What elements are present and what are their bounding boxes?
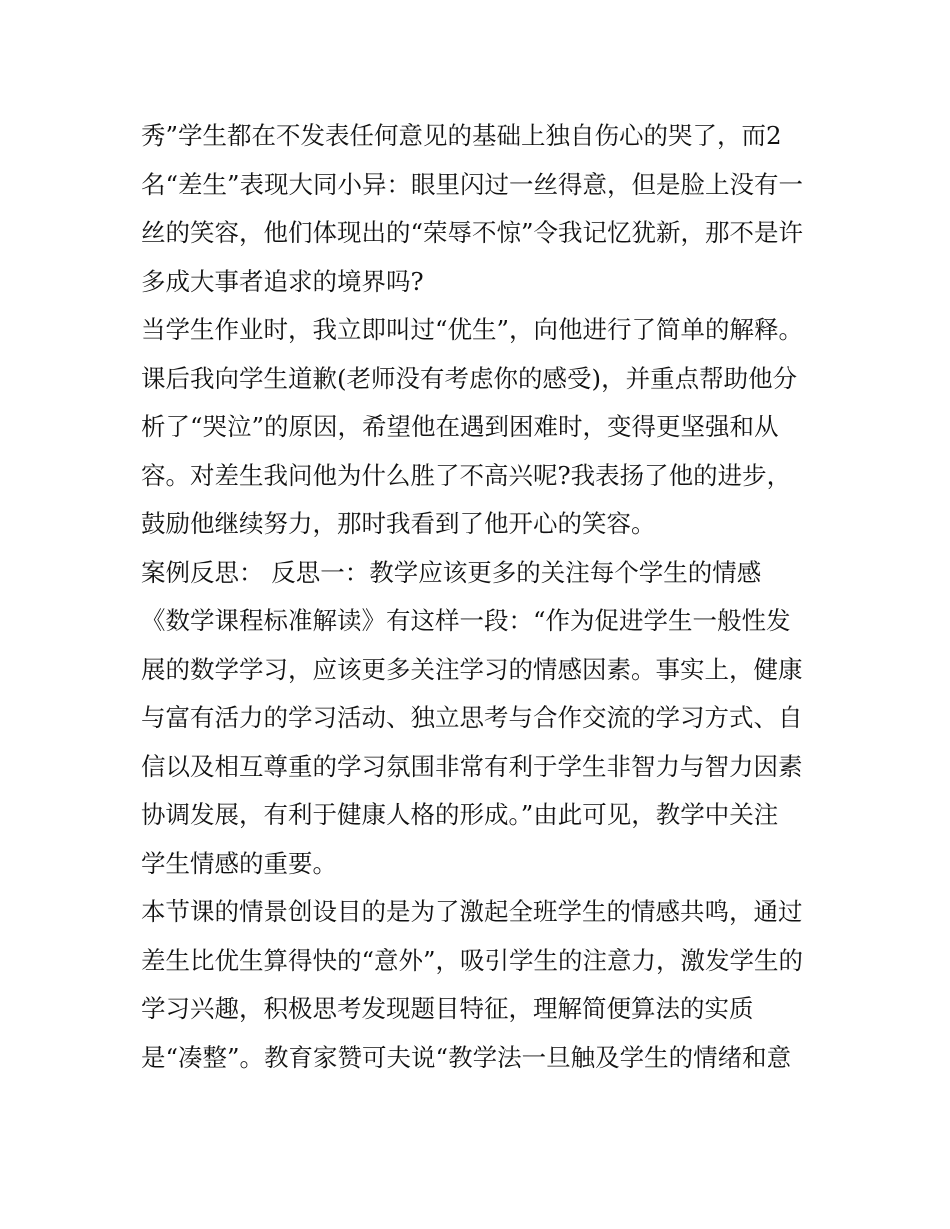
text-line: 与富有活力的学习活动、独立思考与合作交流的学习方式、自 <box>141 703 803 732</box>
text-line: 名“差生”表现大同小异：眼里闪过一丝得意，但是脸上没有一 <box>141 169 804 199</box>
text-line: 学生情感的重要。 <box>141 848 337 878</box>
text-line: 学习兴趣，积极思考发现题目特征，理解简便算法的实质 <box>141 994 754 1023</box>
text-line: 秀”学生都在不发表任何意见的基础上独自伤心的哭了，而2 <box>141 121 782 150</box>
text-line: 丝的笑容，他们体现出的“荣辱不惊”令我记忆犹新，那不是许 <box>141 218 804 247</box>
text-line: 是“凑整”。教育家赞可夫说“教学法一旦触及学生的情绪和意 <box>141 1042 792 1072</box>
text-line: 差生比优生算得快的“意外”，吸引学生的注意力，激发学生的 <box>141 945 804 975</box>
text-line: 析了“哭泣”的原因，希望他在遇到困难时，变得更坚强和从 <box>141 412 779 441</box>
text-line: 展的数学学习，应该更多关注学习的情感因素。事实上，健康 <box>141 654 803 684</box>
text-line: 信以及相互尊重的学习氛围非常有利于学生非智力与智力因素 <box>141 751 803 781</box>
text-line: 容。对差生我问他为什么胜了不高兴呢?我表扬了他的进步， <box>141 460 792 490</box>
text-line: 当学生作业时，我立即叫过“优生”，向他进行了简单的解释。 <box>141 315 804 344</box>
text-line: 协调发展，有利于健康人格的形成。”由此可见，教学中关注 <box>141 800 779 829</box>
text-line: 多成大事者追求的境界吗? <box>141 266 424 296</box>
section-heading-line: 案例反思： 反思一：教学应该更多的关注每个学生的情感 <box>141 557 762 587</box>
document-body <box>141 112 821 1082</box>
text-line: 鼓励他继续努力，那时我看到了他开心的笑容。 <box>141 509 656 538</box>
text-line: 课后我向学生道歉(老师没有考虑你的感受)，并重点帮助他分 <box>141 363 798 393</box>
text-line: 本节课的情景创设目的是为了激起全班学生的情感共鸣，通过 <box>141 897 803 926</box>
text-line: 《数学课程标准解读》有这样一段：“作为促进学生一般性发 <box>141 606 791 635</box>
